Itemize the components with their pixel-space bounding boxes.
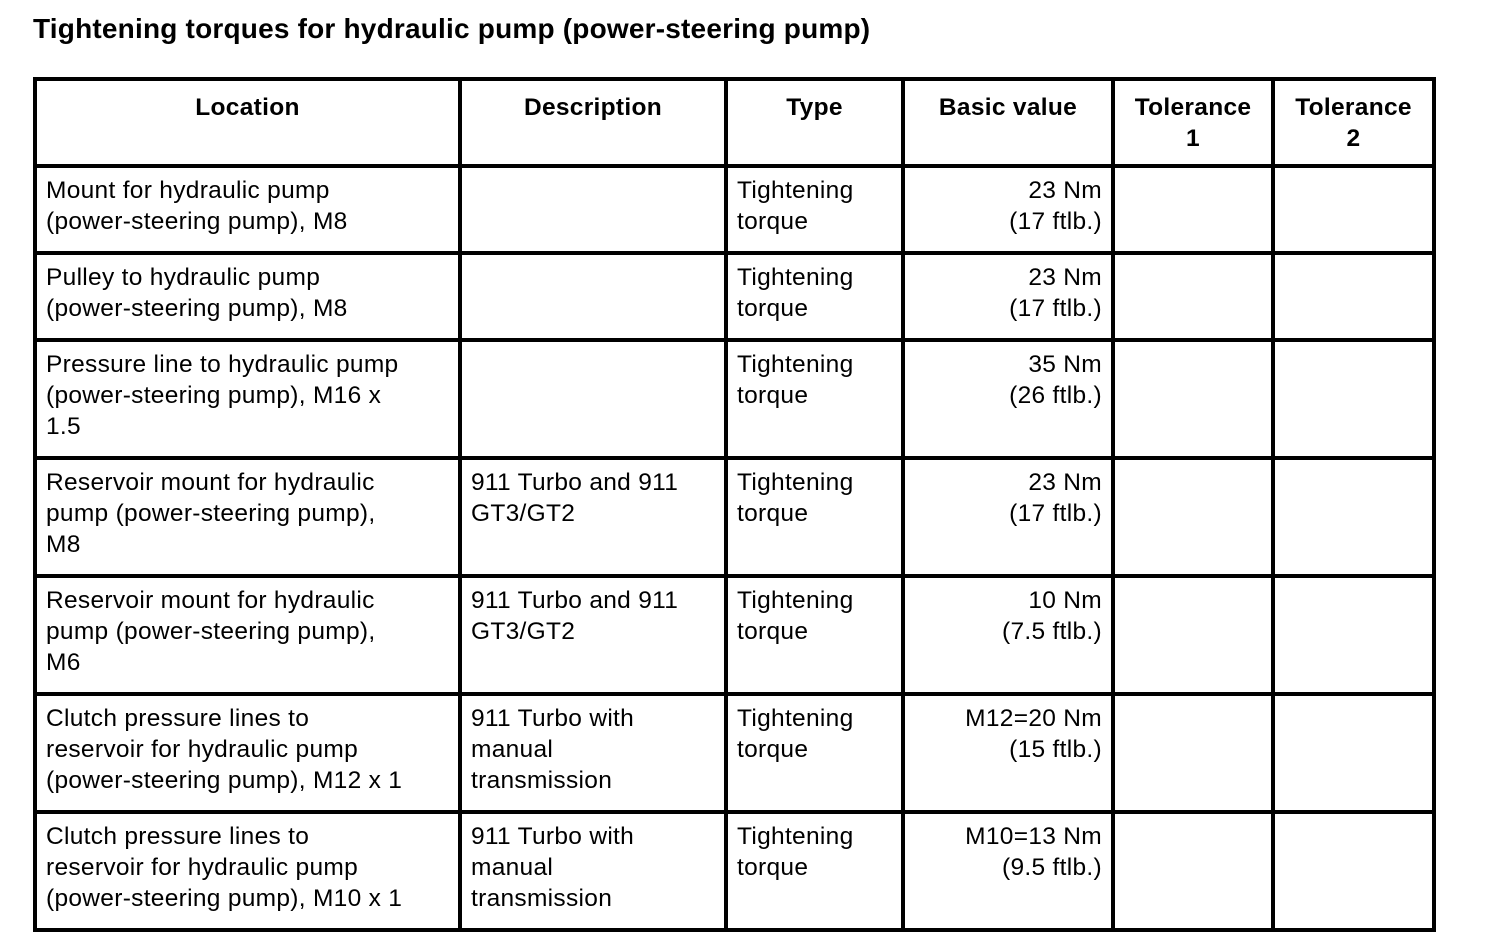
cell-description: 911 Turbo with manual transmission [460, 812, 726, 930]
cell-location: Pressure line to hydraulic pump (power-steering pump), M16 x 1.5 [35, 340, 460, 458]
cell-location: Mount for hydraulic pump (power-steering pump), M8 [35, 166, 460, 253]
cell-tolerance-2 [1273, 253, 1434, 340]
cell-type: Tightening torque [726, 694, 903, 812]
column-header-description: Description [460, 79, 726, 166]
column-header-tolerance-1: Tolerance 1 [1113, 79, 1273, 166]
cell-tolerance-2 [1273, 812, 1434, 930]
cell-tolerance-2 [1273, 694, 1434, 812]
table-row [35, 694, 1434, 812]
column-header-location: Location [35, 79, 460, 166]
cell-tolerance-1 [1113, 576, 1273, 694]
page-title: Tightening torques for hydraulic pump (power-steering pump) [33, 13, 871, 44]
cell-description: 911 Turbo with manual transmission [460, 694, 726, 812]
cell-basic-value: 35 Nm (26 ftlb.) [903, 340, 1113, 458]
table-row [35, 340, 1434, 458]
cell-location: Reservoir mount for hydraulic pump (power-steering pump), M8 [35, 458, 460, 576]
column-header-basic-value: Basic value [903, 79, 1113, 166]
cell-tolerance-1 [1113, 812, 1273, 930]
cell-tolerance-2 [1273, 166, 1434, 253]
cell-type: Tightening torque [726, 458, 903, 576]
cell-tolerance-1 [1113, 340, 1273, 458]
cell-location: Pulley to hydraulic pump (power-steering pump), M8 [35, 253, 460, 340]
table-row [35, 576, 1434, 694]
cell-basic-value: 23 Nm (17 ftlb.) [903, 458, 1113, 576]
cell-description: 911 Turbo and 911 GT3/GT2 [460, 576, 726, 694]
cell-basic-value: 23 Nm (17 ftlb.) [903, 253, 1113, 340]
torque-table [33, 77, 1436, 932]
cell-description [460, 340, 726, 458]
cell-type: Tightening torque [726, 253, 903, 340]
cell-type: Tightening torque [726, 812, 903, 930]
cell-description [460, 253, 726, 340]
cell-basic-value: M10=13 Nm (9.5 ftlb.) [903, 812, 1113, 930]
cell-tolerance-1 [1113, 253, 1273, 340]
cell-tolerance-2 [1273, 340, 1434, 458]
cell-type: Tightening torque [726, 340, 903, 458]
cell-tolerance-2 [1273, 576, 1434, 694]
column-header-type: Type [726, 79, 903, 166]
cell-tolerance-2 [1273, 458, 1434, 576]
cell-description [460, 166, 726, 253]
cell-type: Tightening torque [726, 576, 903, 694]
column-header-tolerance-2: Tolerance 2 [1273, 79, 1434, 166]
cell-basic-value: 23 Nm (17 ftlb.) [903, 166, 1113, 253]
cell-type: Tightening torque [726, 166, 903, 253]
table-row [35, 812, 1434, 930]
table-row [35, 166, 1434, 253]
cell-basic-value: 10 Nm (7.5 ftlb.) [903, 576, 1113, 694]
cell-location: Clutch pressure lines to reservoir for hydraulic pump (power-steering pump), M12 x 1 [35, 694, 460, 812]
cell-tolerance-1 [1113, 694, 1273, 812]
cell-tolerance-1 [1113, 458, 1273, 576]
cell-tolerance-1 [1113, 166, 1273, 253]
cell-location: Clutch pressure lines to reservoir for hydraulic pump (power-steering pump), M10 x 1 [35, 812, 460, 930]
cell-basic-value: M12=20 Nm (15 ftlb.) [903, 694, 1113, 812]
table-row [35, 253, 1434, 340]
cell-description: 911 Turbo and 911 GT3/GT2 [460, 458, 726, 576]
cell-location: Reservoir mount for hydraulic pump (power-steering pump), M6 [35, 576, 460, 694]
table-row [35, 458, 1434, 576]
header-row [35, 79, 1434, 166]
